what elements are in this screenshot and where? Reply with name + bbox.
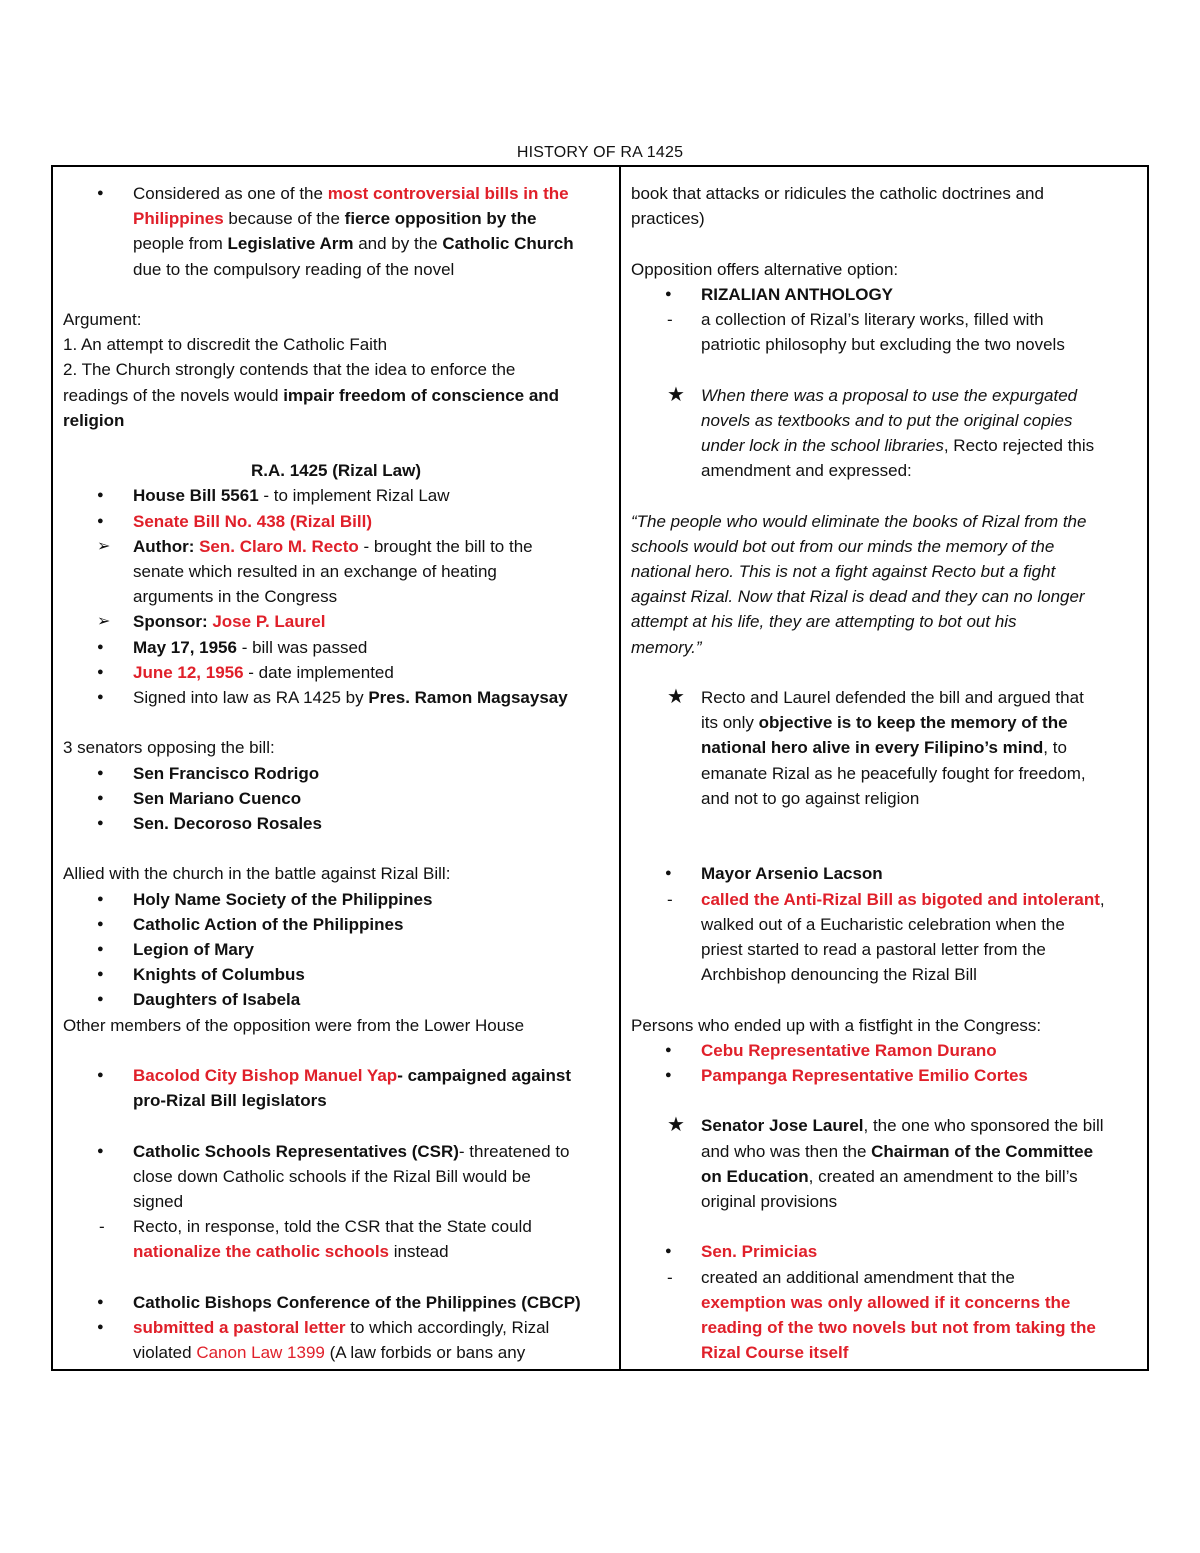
bullet-icon: ● xyxy=(665,1245,672,1258)
left-column: ● Considered as one of the most controversial bills in the Philippines because of the fierce opposition by the people from Legislative Arm and by the Catholic Church due to the compulsory reading of the novel Argument: 1. An attempt to discredit the Catholic Faith 2. The Church strongly contends that the idea to enforce the readings of the novels would impair freedom of conscience and religion R.A. 1425 (Rizal Law) ● House Bill 5561 - to implement Rizal Law ● Senate Bill No. 438 (Rizal Bill) ➢ Author: Sen. Claro M. Recto - brought the bill to the senate which resulted in an exchange of heating arguments in the Congress ➢ Sponsor: Jose P. Laurel ● May 17, 1956 - bill was passed ● June 12, 1956 - date implemented ● Signed into law as RA 1425 by Pres. Ramon Magsaysay 3 senators opposing the bill: ● Sen Francisco Rodrigo ● Sen Mariano Cuenco ● Sen. Decoroso Rosales Allied with the church in the battle against Rizal Bill: ● Holy Name Society of the Philippines ● Catholic Action of the Philippines ● Legion of Mary ● Knights of Columbus ● Daughters of Isabela Other members of the opposition were from the Lower House ● Bacolod City Bishop Manuel Yap- campaigned against pro-Rizal Bill legislators ● Catholic Schools Representatives (CSR)- threatened to close down Catholic schools if the Rizal Bill would be signed - Recto, in response, told the CSR that the State could nationalize the catholic schools instead ● Catholic Bishops Conference of the Philippines (CBCP) ● submitted a pastoral letter to which accordingly, Rizal violated Canon Law 1399 (A law forbids or bans any xyxy=(53,167,621,1369)
quote: “The people who would eliminate the books of Rizal from the xyxy=(631,511,1087,531)
bullet-icon: ● xyxy=(97,187,104,199)
list-item: ● Signed into law as RA 1425 by Pres. Ramon Magsaysay xyxy=(63,685,609,710)
list-item: ● Catholic Schools Representatives (CSR)- threatened to xyxy=(63,1139,609,1164)
arrow-icon: ➢ xyxy=(97,537,111,555)
dash-marker: - xyxy=(99,1217,105,1237)
list-item: ● May 17, 1956 - bill was passed xyxy=(63,635,609,660)
star-icon: ★ xyxy=(667,1114,685,1137)
bullet-icon: ● xyxy=(97,1069,104,1082)
list-item: ● Knights of Columbus xyxy=(63,962,609,987)
list-item: ● Considered as one of the most controversial bills in the xyxy=(63,181,609,206)
star-icon: ★ xyxy=(667,383,685,406)
argument-heading: Argument: xyxy=(63,310,142,329)
list-item: ● June 12, 1956 - date implemented xyxy=(63,660,609,685)
dash-marker: - xyxy=(667,889,673,909)
bullet-icon: ● xyxy=(665,867,672,880)
bullet-icon: ● xyxy=(97,943,104,956)
list-item: ● Catholic Bishops Conference of the Philippines (CBCP) xyxy=(63,1290,609,1315)
bullet-icon: ● xyxy=(97,1321,104,1334)
list-item: ★ Recto and Laurel defended the bill and argued that xyxy=(631,685,1137,710)
bullet-icon: ● xyxy=(97,691,104,704)
star-icon: ★ xyxy=(667,686,685,708)
list-item: ➢ Author: Sen. Claro M. Recto - brought the bill to the xyxy=(63,534,609,559)
list-item: ● Cebu Representative Ramon Durano xyxy=(631,1038,1137,1063)
bullet-icon: ● xyxy=(97,640,104,653)
senators-heading: 3 senators opposing the bill: xyxy=(63,738,275,758)
list-item: ● Catholic Action of the Philippines xyxy=(63,912,609,937)
bullet-icon: ● xyxy=(665,287,672,300)
bullet-icon: ● xyxy=(97,1144,104,1157)
fistfight-heading: Persons who ended up with a fistfight in the Congress: xyxy=(631,1015,1042,1035)
page-title: HISTORY OF RA 1425 xyxy=(516,144,684,161)
list-item: ● House Bill 5561 - to implement Rizal Law xyxy=(63,483,609,508)
list-item: - created an additional amendment that the xyxy=(631,1265,1137,1290)
bullet-icon: ● xyxy=(97,917,104,930)
bullet-icon: ● xyxy=(97,514,104,527)
list-item: ● Senate Bill No. 438 (Rizal Bill) xyxy=(63,509,609,534)
argument-1: 1. An attempt to discredit the Catholic Faith xyxy=(63,335,388,355)
list-item: - a collection of Rizal’s literary works, filled with xyxy=(631,307,1137,332)
allied-heading: Allied with the church in the battle against Rizal Bill: xyxy=(63,864,451,884)
list-item: ● submitted a pastoral letter to which accordingly, Rizal xyxy=(63,1315,609,1340)
list-item: ● Sen. Decoroso Rosales xyxy=(63,811,609,836)
list-item: ● Sen Mariano Cuenco xyxy=(63,786,609,811)
list-item: ➢ Sponsor: Jose P. Laurel xyxy=(63,609,609,634)
list-item: ● Mayor Arsenio Lacson xyxy=(631,861,1137,886)
bullet-icon: ● xyxy=(97,665,104,678)
content-table xyxy=(51,165,1149,1371)
bullet-icon: ● xyxy=(97,489,104,502)
list-item: ★ Senator Jose Laurel, the one who sponsored the bill xyxy=(631,1113,1137,1138)
bullet-icon: ● xyxy=(97,968,104,981)
arrow-icon: ➢ xyxy=(97,613,111,631)
bullet-icon: ● xyxy=(665,1043,672,1056)
list-item: ● RIZALIAN ANTHOLOGY xyxy=(631,282,1137,307)
argument-2: 2. The Church strongly contends that the idea to enforce the xyxy=(63,360,516,380)
list-item: - called the Anti-Rizal Bill as bigoted and intolerant, xyxy=(631,887,1137,912)
list-item: ● Legion of Mary xyxy=(63,937,609,962)
bullet-icon: ● xyxy=(97,993,104,1006)
bullet-icon: ● xyxy=(97,817,104,830)
bullet-icon: ● xyxy=(665,1069,672,1081)
bullet-icon: ● xyxy=(97,892,104,905)
list-item: ● Holy Name Society of the Philippines xyxy=(63,887,609,912)
ra-heading: R.A. 1425 (Rizal Law) xyxy=(250,461,422,481)
bullet-icon: ● xyxy=(97,791,104,804)
list-item: ● Pampanga Representative Emilio Cortes xyxy=(631,1063,1137,1088)
opposition-heading: Opposition offers alternative option: xyxy=(631,259,899,279)
list-item: ● Daughters of Isabela xyxy=(63,987,609,1012)
list-item: ★ When there was a proposal to use the expurgated xyxy=(631,383,1137,408)
other-members: Other members of the opposition were from the Lower House xyxy=(63,1015,525,1035)
dash-marker: - xyxy=(667,1267,673,1287)
list-item: - Recto, in response, told the CSR that the State could xyxy=(63,1214,609,1239)
list-item: ● Bacolod City Bishop Manuel Yap- campaigned against xyxy=(63,1063,609,1088)
right-column: book that attacks or ridicules the catholic doctrines and practices) Opposition offers alternative option: ● RIZALIAN ANTHOLOGY - a collection of Rizal’s literary works, filled with patriotic philosophy but excluding the two novels ★ When there was a proposal to use the expurgated novels as textbooks and to put the original copies under lock in the school libraries, Recto rejected this amendment and expressed: “The people who would eliminate the books of Rizal from the schools would bot out from our minds the memory of the national hero. This is not a fight against Recto but a fight against Rizal. Now that Rizal is dead and they can no longer attempt at his life, they are attempting to bot out his memory.” ★ Recto and Laurel defended the bill and argued that its only objective is to keep the memory of the national hero alive in every Filipino’s mind, to emanate Rizal as he peacefully fought for freedom, and not to go against religion ● Mayor Arsenio Lacson - called the Anti-Rizal Bill as bigoted and intolerant, walked out of a Eucharistic celebration when the priest started to read a pastoral letter from the Archbishop denouncing the Rizal Bill Persons who ended up with a fistfight in the Congress: ● Cebu Representative Ramon Durano ● Pampanga Representative Emilio Cortes ★ Senator Jose Laurel, the one who sponsored the bill and who was then the Chairman of the Committee on Education, created an amendment to the bill’s original provisions ● Sen. Primicias - created an additional amendment that the exemption was only allowed if it concerns the reading of the two novels but not from taking the Rizal Course itself xyxy=(621,167,1147,1369)
list-item: ● Sen Francisco Rodrigo xyxy=(63,761,609,786)
list-item: ● Sen. Primicias xyxy=(631,1239,1137,1264)
dash-marker: - xyxy=(667,310,673,329)
bullet-icon: ● xyxy=(97,766,104,779)
bullet-icon: ● xyxy=(97,1295,104,1308)
